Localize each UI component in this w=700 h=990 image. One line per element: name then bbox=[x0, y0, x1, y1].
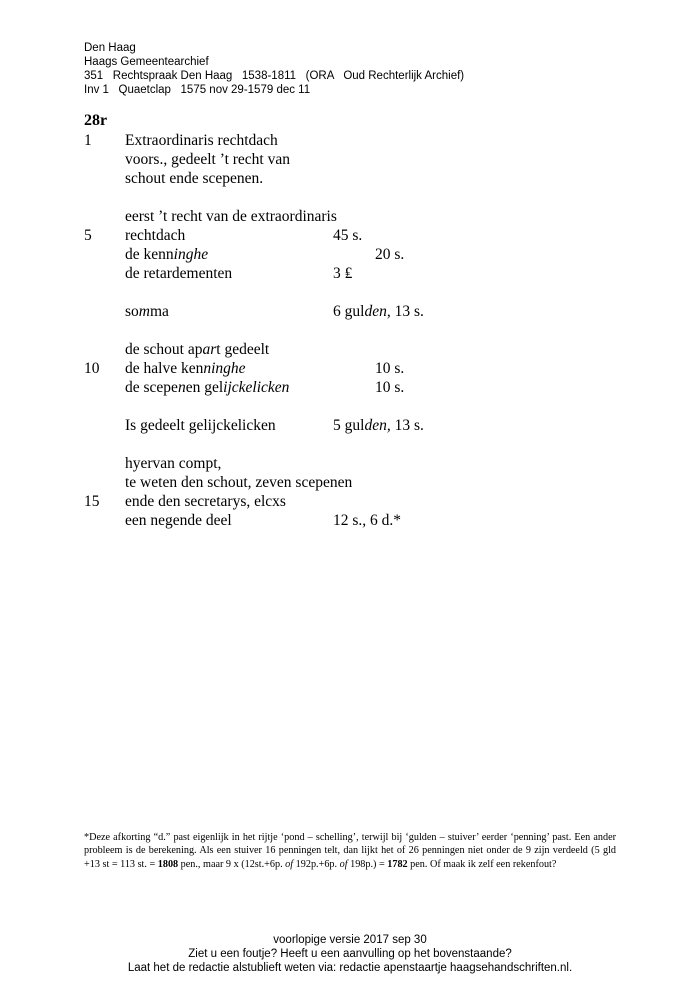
amount: 6 gulden, 13 s. bbox=[333, 303, 424, 320]
line-number: 5 bbox=[84, 227, 92, 244]
transcript-line bbox=[0, 359, 700, 378]
feedback-question: Ziet u een foutje? Heeft u een aanvulling op het bovenstaande? bbox=[188, 948, 512, 960]
amount: 10 s. bbox=[375, 379, 405, 396]
amount: 5 gulden, 13 s. bbox=[333, 417, 424, 434]
transcript-line bbox=[0, 492, 700, 511]
line-number: 1 bbox=[84, 132, 92, 149]
line-text: ende den secretarys, elcxs bbox=[125, 493, 286, 510]
footnote: *Deze afkorting “d.” past eigenlijk in het rijtje ‘pond – schelling’, terwijl bij ‘gulden – stuiver’ eerder ‘penning’ past. Een ander probleem is de berekening. Als een stuiver 16 penningen telt, dan lijkt het of 26 penningen niet onder de 9 zijn verdeeld (5 gld +13 st = 113 st. = 1808 pen., maar 9 x (12st.+6p. of 192p.+6p. of 198p.) = 1782 pen. Of maak ik zelf een rekenfout? bbox=[84, 832, 616, 870]
transcript-line bbox=[0, 473, 700, 492]
line-text: rechtdach bbox=[125, 227, 186, 244]
line-number: 15 bbox=[84, 493, 100, 510]
amount: 20 s. bbox=[375, 246, 405, 263]
line-text: schout ende scepenen. bbox=[125, 170, 264, 187]
line-text: de scepenen gelijckelicken bbox=[125, 379, 290, 396]
line-text: Is gedeelt gelijckelicken bbox=[125, 417, 276, 434]
amount: 10 s. bbox=[375, 360, 405, 377]
line-text: Extraordinaris rechtdach bbox=[125, 132, 278, 149]
archive-inventory: Inv 1 Quaetclap 1575 nov 29-1579 dec 11 bbox=[84, 84, 311, 96]
line-text: voors., gedeelt ’t recht van bbox=[125, 151, 290, 168]
transcript-line bbox=[0, 416, 700, 435]
archive-city: Den Haag bbox=[84, 42, 136, 54]
transcript-line bbox=[0, 302, 700, 321]
line-text: de kenninghe bbox=[125, 246, 209, 263]
line-text: de halve kenninghe bbox=[125, 360, 246, 377]
transcript-line bbox=[0, 150, 700, 169]
line-text: de schout apart gedeelt bbox=[125, 341, 270, 358]
line-text: hyervan compt, bbox=[125, 455, 222, 472]
transcript-line bbox=[0, 340, 700, 359]
archive-collection: 351 Rechtspraak Den Haag 1538-1811 (ORA Oud Rechterlijk Archief) bbox=[84, 70, 465, 82]
line-text: een negende deel bbox=[125, 512, 232, 529]
amount: 12 s., 6 d.* bbox=[333, 512, 402, 529]
transcript-line bbox=[0, 169, 700, 188]
line-text: eerst ’t recht van de extraordinaris bbox=[125, 208, 337, 225]
version-note: voorlopige versie 2017 sep 30 bbox=[273, 934, 427, 946]
folio-number: 28r bbox=[84, 112, 108, 129]
transcript-line bbox=[0, 378, 700, 397]
amount: 45 s. bbox=[333, 227, 363, 244]
line-text: somma bbox=[125, 303, 169, 320]
transcript-line bbox=[0, 245, 700, 264]
amount: 3 ₤ bbox=[333, 265, 353, 282]
transcript-line bbox=[0, 454, 700, 473]
line-number: 10 bbox=[84, 360, 100, 377]
transcript-line bbox=[0, 511, 700, 530]
archive-name: Haags Gemeentearchief bbox=[84, 56, 209, 68]
transcript-line bbox=[0, 207, 700, 226]
line-text: de retardementen bbox=[125, 265, 233, 282]
transcript-line bbox=[0, 264, 700, 283]
transcript-line bbox=[0, 131, 700, 150]
transcript-line bbox=[0, 226, 700, 245]
line-text: te weten den schout, zeven scepenen bbox=[125, 474, 353, 491]
feedback-contact: Laat het de redactie alstublieft weten via: redactie apenstaartje haagsehandschriften.nl. bbox=[127, 962, 573, 974]
